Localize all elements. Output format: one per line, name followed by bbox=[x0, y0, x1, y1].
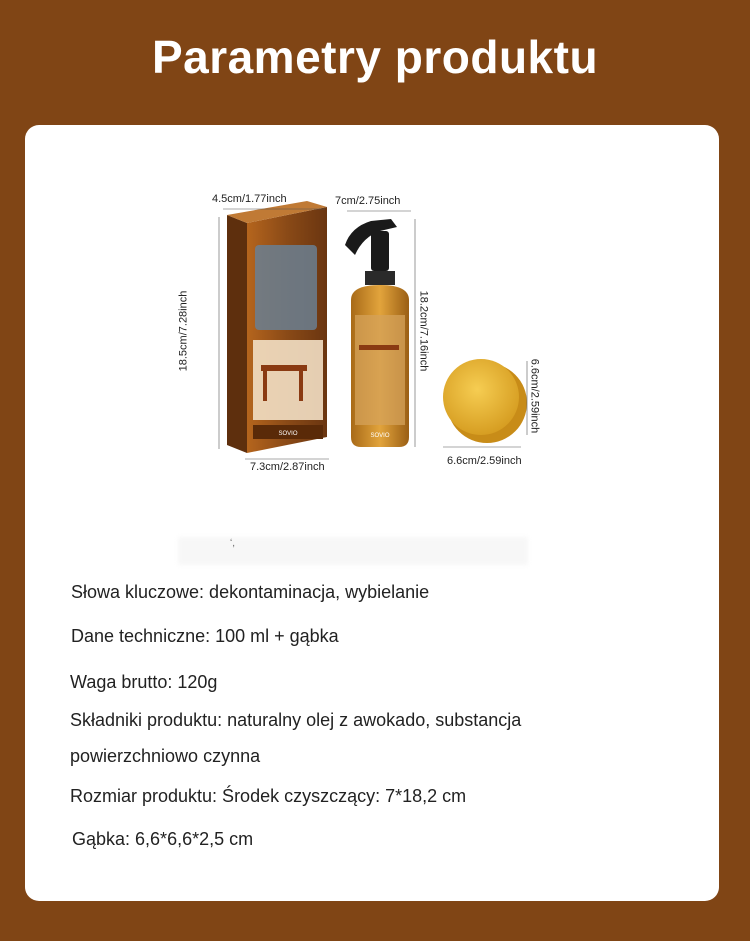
trigger-body bbox=[371, 231, 389, 271]
bottle-height-label: 18.2cm/7.16inch bbox=[417, 290, 430, 372]
bottle-label bbox=[355, 315, 405, 425]
box-depth-label: 7.3cm/2.87inch bbox=[250, 461, 325, 473]
sponge-width-label: 6.6cm/2.59inch bbox=[447, 455, 522, 467]
sponge bbox=[443, 359, 527, 443]
box-height-label: 18.5cm/7.28inch bbox=[177, 290, 190, 372]
photo-table-leg bbox=[263, 371, 267, 401]
box-side bbox=[227, 215, 247, 453]
spec-gross-weight: Waga brutto: 120g bbox=[70, 672, 218, 692]
spec-keywords: Słowa kluczowe: dekontaminacja, wybielanie bbox=[71, 582, 430, 602]
label-table bbox=[359, 345, 399, 350]
box-width-label: 4.5cm/1.77inch bbox=[212, 193, 287, 205]
box-brand-text: SOVIO bbox=[278, 431, 298, 437]
artifact-mark: ʻ, bbox=[230, 538, 235, 549]
photo-table-leg bbox=[299, 371, 303, 401]
page-title: Parametry produktu bbox=[151, 31, 599, 83]
spec-product-size: Rozmiar produktu: Środek czyszczący: 7*18,2 cm bbox=[70, 786, 467, 806]
sponge-face bbox=[443, 359, 519, 435]
packaging-box bbox=[227, 201, 327, 453]
bottle-brand-text: SOVIO bbox=[370, 433, 390, 439]
spec-sponge-size: Gąbka: 6,6*6,6*2,5 cm bbox=[72, 829, 254, 849]
spec-ingredients-continued: powierzchniowo czynna bbox=[70, 746, 261, 766]
photo-table bbox=[261, 365, 307, 371]
spray-bottle bbox=[345, 219, 409, 447]
bottle-width-label: 7cm/2.75inch bbox=[335, 195, 401, 207]
spec-ingredients: Składniki produktu: naturalny olej z awokado, substancja bbox=[70, 710, 522, 730]
product-dimension-figure bbox=[175, 175, 541, 505]
spec-technical-data: Dane techniczne: 100 ml + gąbka bbox=[71, 626, 339, 646]
bottle-cap bbox=[365, 271, 395, 285]
sponge-height-label: 6.6cm/2.59inch bbox=[528, 358, 541, 434]
box-glass-panel bbox=[255, 245, 317, 330]
